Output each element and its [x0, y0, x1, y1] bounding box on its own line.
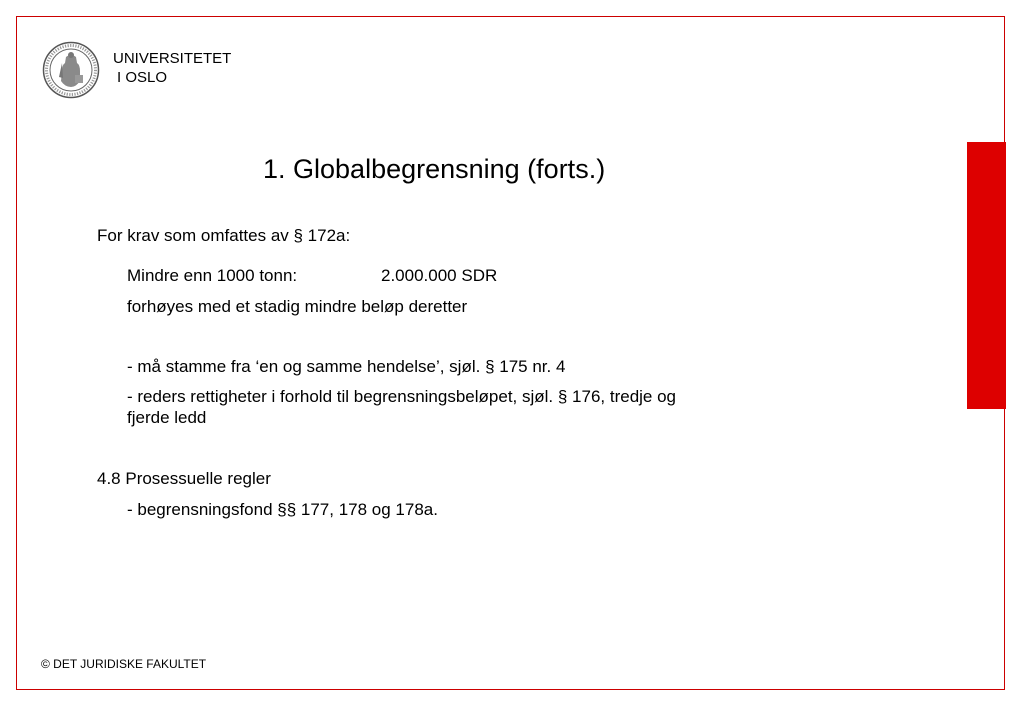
accent-bar — [967, 142, 1006, 409]
threshold-value: 2.000.000 SDR — [381, 266, 498, 285]
bullet-1: - må stamme fra ‘en og samme hendelse’, sjøl. § 175 nr. 4 — [127, 357, 566, 376]
university-name-line1: UNIVERSITETET — [113, 50, 232, 67]
university-name — [113, 49, 231, 87]
threshold-row — [127, 265, 647, 287]
slide-title: 1. Globalbegrensning (forts.) — [263, 154, 606, 184]
threshold-label: Mindre enn 1000 tonn: — [127, 266, 298, 285]
section-heading: 4.8 Prosessuelle regler — [97, 469, 271, 488]
university-name-line2: I OSLO — [117, 69, 168, 86]
bullet-2-line-1: - reders rettigheter i forhold til begrensningsbeløpet, sjøl. § 176, tredje og — [127, 387, 677, 406]
slide-frame — [16, 16, 1005, 690]
section-item: - begrensningsfond §§ 177, 178 og 178a. — [127, 500, 438, 519]
intro-text: For krav som omfattes av § 172a: — [97, 226, 351, 245]
bullet-2-line-2: fjerde ledd — [127, 408, 207, 427]
footer-copyright: © DET JURIDISKE FAKULTET — [41, 657, 207, 671]
increase-text: forhøyes med et stadig mindre beløp deretter — [127, 297, 468, 316]
university-seal-icon — [42, 41, 100, 99]
